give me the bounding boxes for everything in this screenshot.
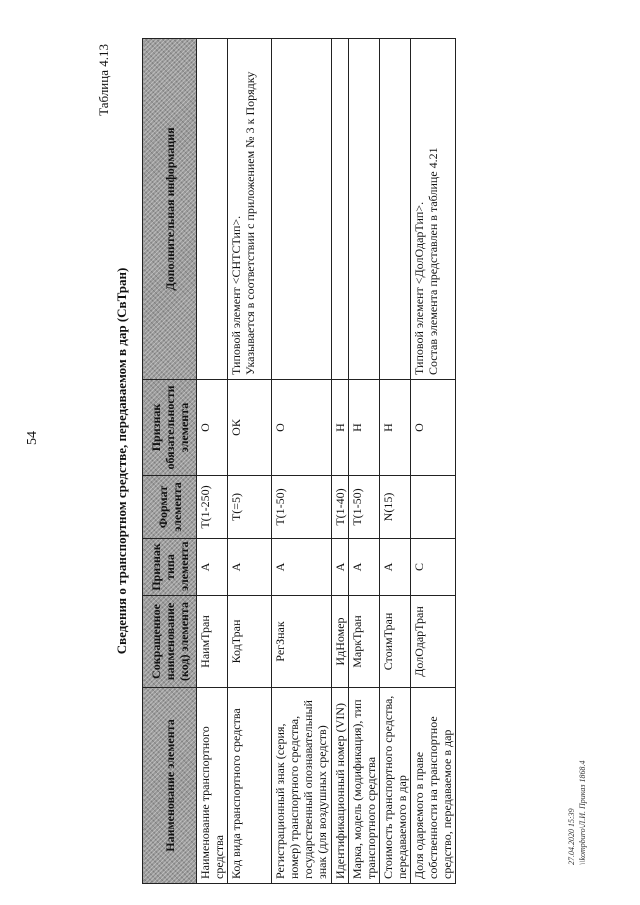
table-cell: С [411,539,456,596]
page-number: 54 [25,431,40,445]
table-cell: T(1-50) [272,476,332,539]
table-cell: Н [332,380,349,476]
table-cell [197,39,228,380]
table-cell: Наименование транспортного средства [197,688,228,884]
table-cell: Идентификационный номер (VIN) [332,688,349,884]
table-cell: Типовой элемент <СНТСТип>. Указывается в соответствии с приложением № 3 к Порядку [228,39,272,380]
table-cell: Н [380,380,411,476]
table-cell: О [411,380,456,476]
table-cell: А [197,539,228,596]
table-cell: ОК [228,380,272,476]
table-cell: Доля одаряемого в праве собственности на транспортное средство, передаваемое в дар [411,688,456,884]
header-cell: Признак типа элемента [143,539,197,596]
table-cell [349,39,380,380]
table-row [349,39,380,884]
table-cell: ДолОдарТран [411,596,456,688]
header-cell: Формат элемента [143,476,197,539]
table-row [272,39,332,884]
table-cell: Стоимость транспортного средства, передаваемого в дар [380,688,411,884]
data-table [142,38,456,884]
table-cell: Код вида транспортного средства [228,688,272,884]
table-cell: НаимТран [197,596,228,688]
table-cell: T(1-250) [197,476,228,539]
table-row [228,39,272,884]
table-cell: А [332,539,349,596]
table-cell [411,476,456,539]
stamp-text: \\kompburo\Л.И. Приказ 1868.4 [578,760,587,865]
table-cell: N(15) [380,476,411,539]
table-cell: T(=5) [228,476,272,539]
header-cell: Признак обязательности элемента [143,380,197,476]
header-cell: Наименование элемента [143,688,197,884]
table-row [332,39,349,884]
table-number: Таблица 4.13 [96,44,111,116]
table-header-row [143,39,197,884]
table-row [197,39,228,884]
header-cell: Сокращенное наименование (код) элемента [143,596,197,688]
table-cell: О [272,380,332,476]
table-cell: T(1-50) [349,476,380,539]
table-cell: ИдНомер [332,596,349,688]
table-row [411,39,456,884]
header-cell: Дополнительная информация [143,39,197,380]
table-cell: T(1-40) [332,476,349,539]
table-cell: А [272,539,332,596]
table-cell: А [380,539,411,596]
stamp-date: 27.04.2020 15:39 [567,808,576,865]
table-cell: Регистрационный знак (серия, номер) транспортного средства, государственный опознавательный знак (для воздушных средств) [272,688,332,884]
table-row [380,39,411,884]
table-cell: СтоимТран [380,596,411,688]
table-cell: РегЗнак [272,596,332,688]
print-stamp [566,585,588,865]
table-caption: Сведения о транспортном средстве, передаваемом в дар (СвТран) [114,267,129,655]
table-cell: КодТран [228,596,272,688]
table-cell: Н [349,380,380,476]
table-cell: Марка, модель (модификация), тип транспортного средства [349,688,380,884]
table-cell: А [349,539,380,596]
table-cell: А [228,539,272,596]
rotated-table-block [94,36,542,886]
table-cell [380,39,411,380]
table-cell: Типовой элемент <ДолОдарТип>. Состав элемента представлен в таблице 4.21 [411,39,456,380]
table-cell: МаркТран [349,596,380,688]
table-cell [332,39,349,380]
table-cell: О [197,380,228,476]
table-cell [272,39,332,380]
